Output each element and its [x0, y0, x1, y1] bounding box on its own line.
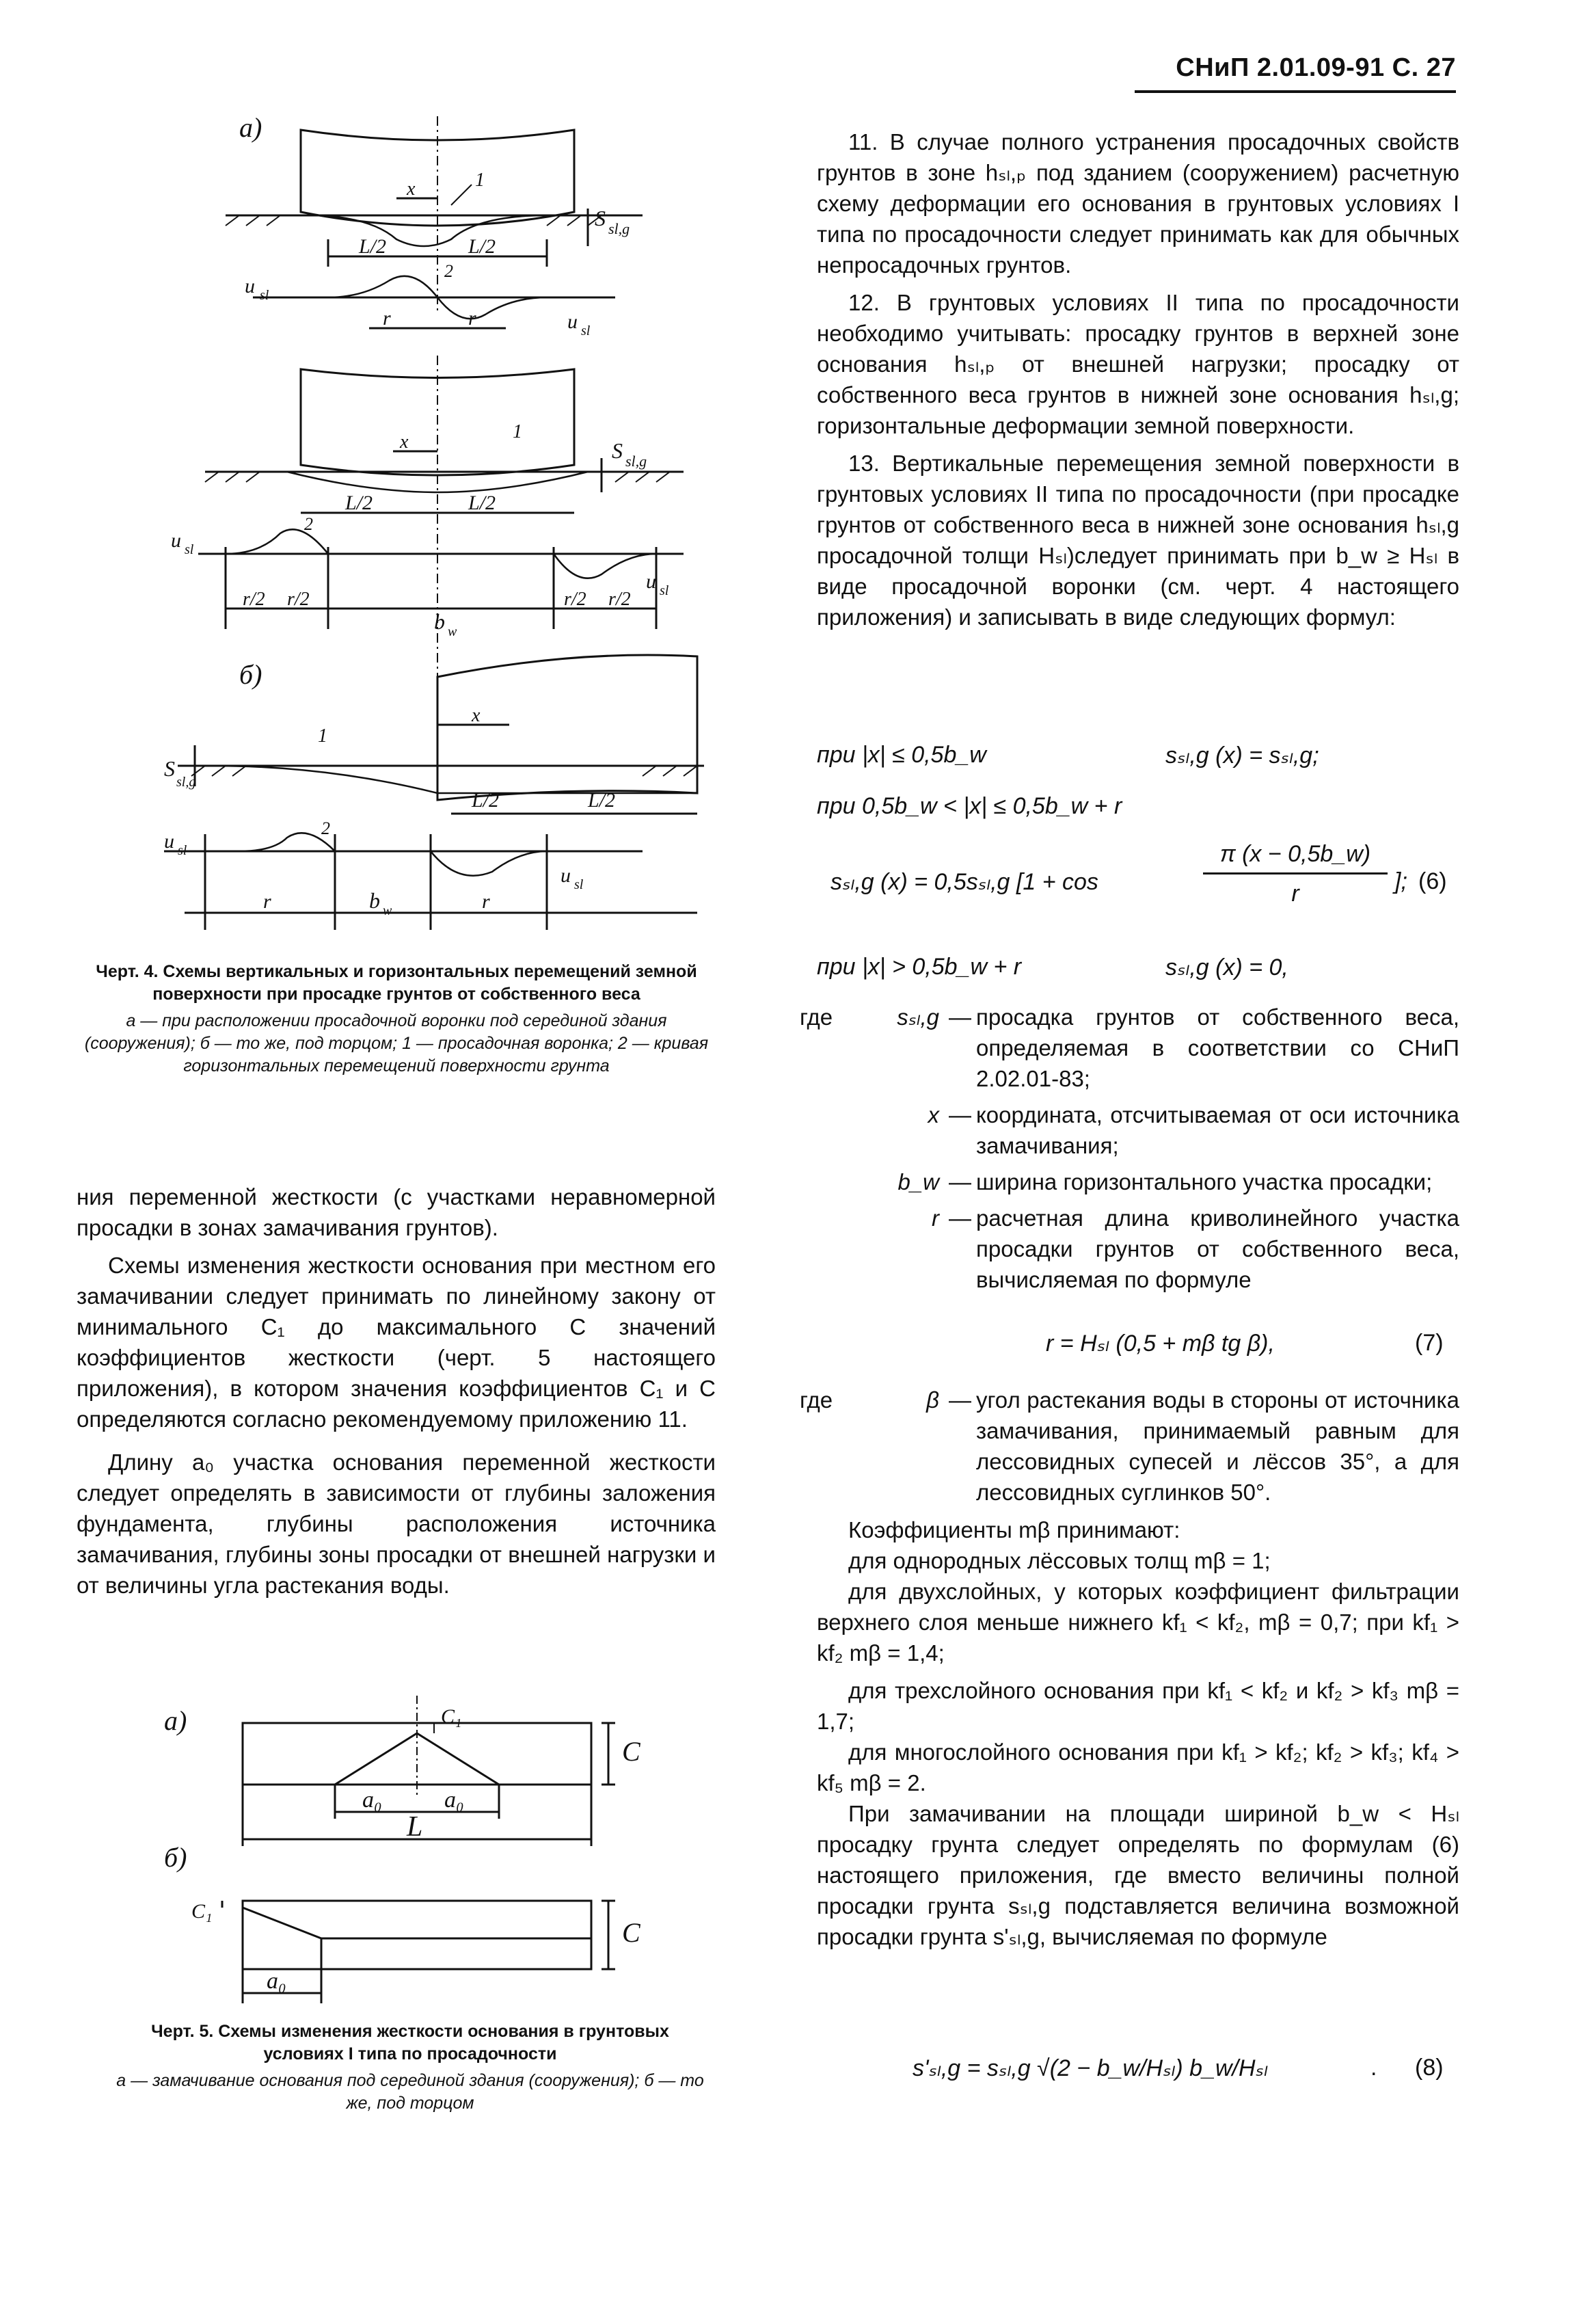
definition-row: b_w — ширина горизонтального участка просадки;	[800, 1166, 1459, 1197]
svg-text:2: 2	[444, 261, 453, 281]
figure-5-caption-legend: а — замачивание основания под серединой здания (сооружения); б — то же, под торцом	[116, 2071, 704, 2113]
svg-text:C₁: C₁	[441, 1705, 462, 1728]
svg-text:C₁: C₁	[191, 1900, 213, 1923]
svg-text:a₀: a₀	[362, 1787, 382, 1813]
figure-5-caption	[109, 2020, 711, 2115]
svg-text:r/2: r/2	[564, 589, 586, 610]
right-text-block	[817, 126, 1459, 632]
svg-text:sl,g: sl,g	[176, 775, 196, 790]
svg-text:sl: sl	[178, 843, 187, 858]
svg-text:w: w	[448, 624, 457, 639]
formula-6	[830, 841, 1459, 916]
svg-text:1: 1	[318, 725, 327, 747]
svg-text:C: C	[622, 1736, 640, 1767]
coef-line: для однородных лёссовых толщ mβ = 1;	[848, 1548, 1271, 1573]
coef-line: для трехслойного основания при kf₁ < kf₂ и kf₂ > kf₃ mβ = 1,7;	[817, 1678, 1459, 1734]
svg-text:u: u	[171, 529, 181, 552]
paragraph-13: 13. Вертикальные перемещения земной поверхности в грунтовых условиях II типа по просадочности (при просадке грунтов от собственного веса в нижней зоне основания hₛₗ,g просадочной толщи Hₛₗ)следует принимать при b_w ≥ Hₛₗ в виде просадочной воронки (см. черт. 4 настоящего приложения) и записывать в виде следующих формул:	[817, 451, 1459, 630]
svg-text:r: r	[468, 307, 476, 330]
svg-text:u: u	[164, 830, 174, 853]
figure-5-caption-title: Черт. 5. Схемы изменения жесткости основания в грунтовых условиях I типа по просадочности	[151, 2022, 669, 2063]
svg-text:L/2: L/2	[588, 789, 616, 812]
svg-text:r/2: r/2	[287, 589, 310, 610]
formula-6-number: (6)	[1418, 868, 1447, 894]
where-label: где	[800, 1004, 833, 1030]
svg-text:L/2: L/2	[468, 235, 496, 258]
svg-text:a₀: a₀	[267, 1968, 286, 1994]
svg-text:sl,g: sl,g	[608, 220, 630, 237]
definitions-list	[800, 1002, 1459, 1295]
svg-text:r/2: r/2	[243, 589, 265, 610]
svg-text:w: w	[383, 903, 392, 918]
svg-text:r: r	[263, 890, 271, 913]
svg-text:x: x	[472, 705, 481, 726]
coef-line: для двухслойных, у которых коэффициент фильтрации верхнего слоя меньше нижнего kf₁ < kf₂, mβ = 0,7; при kf₁ > kf₂ mβ = 1,4;	[817, 1579, 1459, 1666]
left-text-block	[77, 1181, 716, 1601]
coef-line: для многослойного основания при kf₁ > kf₂; kf₂ > kf₃; kf₄ > kf₅ mβ = 2.	[817, 1739, 1459, 1795]
formula-2-condition: при 0,5b_w < |x| ≤ 0,5b_w + r	[817, 793, 1122, 819]
definition-symbol: β	[926, 1387, 939, 1413]
definition-symbol: sₛₗ,g	[897, 1004, 939, 1030]
definition-symbol: x	[928, 1102, 939, 1127]
svg-text:L/2: L/2	[359, 235, 387, 258]
figure-4-diagram	[164, 109, 711, 950]
definition-text: расчетная длина криволинейного участка просадки грунтов от собственного веса, вычисляемая по формуле	[976, 1205, 1459, 1292]
coefficients-block	[817, 1514, 1459, 1952]
formula-7: r = Hₛₗ (0,5 + mβ tg β),	[1046, 1331, 1275, 1357]
definition-text: угол растекания воды в стороны от источника замачивания, принимаемый равным для лессовидных супесей и лёссов 35°, а для лессовидных суглинков 50°.	[976, 1387, 1459, 1505]
formula-8-number: (8)	[1415, 2055, 1444, 2081]
svg-text:2: 2	[304, 514, 313, 534]
formula-3-condition: при |x| > 0,5b_w + r	[817, 954, 1022, 980]
svg-text:C: C	[622, 1917, 640, 1948]
svg-text:r: r	[383, 307, 391, 330]
figure-4-caption-legend: а — при расположении просадочной воронки под серединой здания (сооружения); б — то же, под торцом; 1 — просадочная воронка; 2 — кривая горизонтальных перемещений поверхности грунта	[84, 1011, 709, 1076]
definition-row: r — расчетная длина криволинейного участка просадки грунтов от собственного веса, вычисляемая по формуле	[800, 1203, 1459, 1295]
figure-4-caption-title: Черт. 4. Схемы вертикальных и горизонтальных перемещений земной поверхности при просадке грунтов от собственного веса	[96, 962, 697, 1004]
svg-text:u: u	[245, 275, 255, 297]
formula-7-number: (7)	[1415, 1330, 1444, 1356]
formula-1-condition: при |x| ≤ 0,5b_w	[817, 742, 986, 768]
svg-text:b: b	[369, 888, 380, 913]
coef-line: При замачивании на площади шириной b_w < Hₛₗ просадку грунта следует определять по формулам (6) настоящего приложения, где вместо величины полной просадки грунта sₛₗ,g подставляется величина возможной просадки грунта s'ₛₗ,g, вычисляемая по формуле	[817, 1801, 1459, 1949]
panel-b-label: б)	[239, 659, 262, 690]
svg-text:L/2: L/2	[345, 492, 373, 514]
formula-3-equation: sₛₗ,g (x) = 0,	[1165, 954, 1288, 980]
svg-text:1: 1	[475, 170, 485, 191]
left-paragraph-2: Схемы изменения жесткости основания при местном его замачивании следует принимать по линейному закону от минимального C₁ до максимального C значений коэффициентов жесткости (черт. 5 настоящего приложения), в котором значения коэффициентов C₁ и C определяются согласно рекомендуемому приложению 11.	[77, 1253, 716, 1432]
svg-text:r: r	[482, 890, 490, 913]
fig5-panel-b-label: б)	[164, 1842, 187, 1873]
formula-6-numerator: π (x − 0,5b_w)	[1219, 841, 1371, 867]
svg-text:L/2: L/2	[472, 789, 500, 812]
svg-text:S: S	[612, 438, 623, 463]
where-label: где	[800, 1387, 833, 1413]
definition-text: ширина горизонтального участка просадки;	[976, 1169, 1433, 1194]
definition-text: координата, отсчитываемая от оси источника замачивания;	[976, 1102, 1459, 1158]
svg-text:L: L	[407, 1811, 423, 1843]
formula-6-left: sₛₗ,g (x) = 0,5sₛₗ,g [1 + cos	[830, 869, 1098, 895]
header-rule	[1135, 90, 1456, 93]
svg-text:sl,g: sl,g	[625, 453, 647, 470]
figure-5-diagram	[150, 1668, 697, 2024]
fig5-panel-a-label: а)	[164, 1705, 187, 1736]
paragraph-11: 11. В случае полного устранения просадочных свойств грунтов в зоне hₛₗ,ₚ под зданием (сооружением) расчетную схему деформации его основания в грунтовых условиях I типа по просадочности следует принимать как для обычных непросадочных грунтов.	[817, 129, 1459, 278]
paragraph-12: 12. В грунтовых условиях II типа по просадочности необходимо учитывать: просадку грунтов в верхней зоне основания hₛₗ,ₚ от внешней нагрузки; просадку от собственного веса грунтов в нижней зоне основания hₛₗ,g; горизонтальные деформации земной поверхности.	[817, 290, 1459, 438]
definition-symbol: b_w	[897, 1169, 939, 1194]
svg-text:S: S	[164, 756, 175, 781]
svg-text:1: 1	[513, 421, 522, 442]
formula-8-dot: .	[1370, 2055, 1377, 2081]
definition-row: x — координата, отсчитываемая от оси источника замачивания;	[800, 1099, 1459, 1161]
definition-symbol: r	[932, 1205, 939, 1231]
coef-line: Коэффициенты mβ принимают:	[848, 1517, 1180, 1542]
svg-text:u: u	[646, 570, 656, 593]
formula-8: s'ₛₗ,g = sₛₗ,g √(2 − b_w/Hₛₗ) b_w/Hₛₗ	[913, 2055, 1268, 2081]
svg-text:sl: sl	[581, 323, 591, 338]
svg-text:u: u	[567, 310, 578, 333]
svg-text:x: x	[400, 431, 409, 453]
beta-definition: где β — угол растекания воды в стороны от источника замачивания, принимаемый равным для лессовидных супесей и лёссов 35°, а для лессовидных суглинков 50°.	[800, 1385, 1459, 1508]
svg-text:sl: sl	[660, 583, 669, 598]
svg-text:u: u	[560, 864, 571, 887]
svg-text:L/2: L/2	[468, 492, 496, 514]
svg-text:S: S	[595, 206, 606, 230]
svg-text:b: b	[434, 609, 445, 634]
left-paragraph-3: Длину a₀ участка основания переменной жесткости следует определять в зависимости от глубины заложения фундамента, глубины расположения источника замачивания, глубины зоны просадки от внешней нагрузки и от величины угла растекания воды.	[77, 1450, 716, 1598]
formula-1-equation: sₛₗ,g (x) = sₛₗ,g;	[1165, 743, 1319, 769]
left-paragraph-1: ния переменной жесткости (с участками неравномерной просадки в зонах замачивания грунтов).	[77, 1184, 716, 1240]
panel-a-label: а)	[239, 112, 262, 143]
svg-text:sl: sl	[574, 877, 584, 892]
page-header: СНиП 2.01.09-91 С. 27	[1176, 53, 1456, 82]
formula-6-close: ];	[1394, 868, 1407, 894]
definition-text: просадка грунтов от собственного веса, определяемая в соответствии со СНиП 2.02.01-83;	[976, 1004, 1459, 1091]
svg-text:2: 2	[321, 818, 330, 838]
figure-4-caption	[75, 961, 718, 1078]
formula-6-fraction-bar	[1203, 872, 1388, 874]
formula-6-denominator: r	[1291, 881, 1299, 907]
svg-text:sl: sl	[260, 288, 269, 303]
svg-text:r/2: r/2	[608, 589, 631, 610]
svg-text:a₀: a₀	[444, 1787, 464, 1813]
definition-row: где sₛₗ,g — просадка грунтов от собственного веса, определяемая в соответствии со СНиП 2.02.01-83;	[800, 1002, 1459, 1094]
svg-text:sl: sl	[185, 542, 194, 557]
svg-text:x: x	[407, 178, 416, 200]
